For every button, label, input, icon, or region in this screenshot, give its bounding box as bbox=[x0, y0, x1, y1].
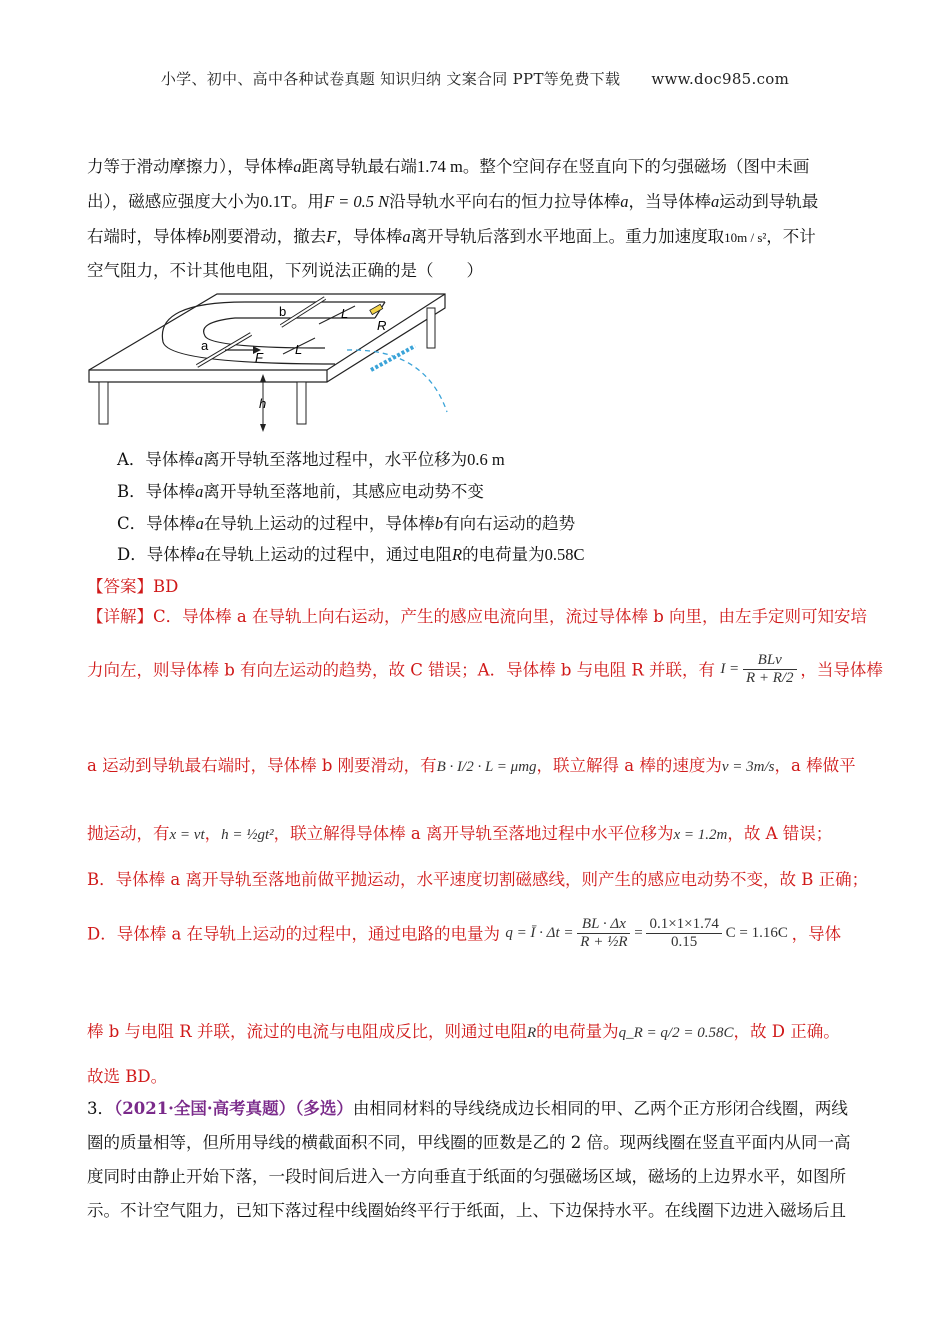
analysis-line-1: 【详解】C．导体棒 a 在导轨上向右运动，产生的感应电流向里，流过导体棒 b 向里，由左手定则可知安培 bbox=[87, 607, 868, 626]
formula-current: I = $\frac{\text{BLv}}{R + R/2}$ bbox=[720, 661, 800, 677]
label-L-top: L bbox=[341, 306, 349, 321]
formula-charge: q = Ī · Δt = $\frac{BL \cdot \Delta x}{\text{R + ½R}}$ = $\frac{0.1\times 1\times 1.74}{0.15}$ C = 1.16C bbox=[505, 916, 788, 950]
label-a: a bbox=[201, 338, 209, 353]
label-L-bottom: L bbox=[295, 342, 303, 357]
label-h: h bbox=[259, 396, 267, 411]
next-question-line-3: 度同时由静止开始下落，一段时间后进入一方向垂直于纸面的匀强磁场区域，磁场的上边界水平，如图所 bbox=[87, 1167, 846, 1186]
option-c[interactable]: C．导体棒a在导轨上运动的过程中，导体棒b有向右运动的趋势 bbox=[117, 514, 576, 533]
analysis-line-4: 抛运动，有x = vt，h = ½gt²，联立解得导体棒 a 离开导轨至落地过程中水平位移为x = 1.2m，故 A 错误； bbox=[87, 824, 833, 843]
question-line-2: 出），磁感应强度大小为0.1T。用F = 0.5 N沿导轨水平向右的恒力拉导体棒a，当导体棒a运动到导轨最 bbox=[87, 192, 819, 211]
label-b: b bbox=[279, 304, 287, 319]
analysis-line-2: 力向左，则导体棒 b 有向左运动的趋势，故 C 错误；A．导体棒 b 与电阻 R 并联，有 I = $\frac{\text{BLv}}{R + R/2}$ ，当导体棒 bbox=[87, 652, 883, 686]
analysis-line-3: a 运动到导轨最右端时，导体棒 b 刚要滑动，有B · I/2 · L = μmg，联立解得 a 棒的速度为v = 3m/s，a 棒做平 bbox=[87, 756, 856, 775]
header-site-text: 小学、初中、高中各种试卷真题 知识归纳 文案合同 PPT等免费下载 bbox=[160, 70, 621, 88]
next-question-line-2: 圈的质量相等，但所用导线的横截面积不同，甲线圈的匝数是乙的 2 倍。现两线圈在竖直平面内从同一高 bbox=[87, 1133, 851, 1152]
analysis-line-7: 棒 b 与电阻 R 并联，流过的电流与电阻成反比，则通过电阻R的电荷量为q_R = q/2 = 0.58C，故 D 正确。 bbox=[87, 1022, 840, 1041]
option-b[interactable]: B．导体棒a离开导轨至落地前，其感应电动势不变 bbox=[117, 482, 484, 501]
analysis-line-5: B．导体棒 a 离开导轨至落地前做平抛运动，水平速度切割磁感线，则产生的感应电动势不变，故 B 正确； bbox=[87, 870, 869, 889]
rail-diagram bbox=[85, 288, 455, 433]
page-header bbox=[0, 68, 950, 89]
question-line-1: 力等于滑动摩擦力），导体棒a距离导轨最右端1.74 m。整个空间存在竖直向下的匀强磁场（图中未画 bbox=[87, 157, 810, 176]
label-F: F bbox=[255, 350, 263, 365]
label-R: R bbox=[377, 318, 387, 333]
answer-line: 【答案】BD bbox=[87, 577, 179, 596]
option-a[interactable]: A．导体棒a离开导轨至落地过程中，水平位移为0.6 m bbox=[117, 450, 505, 469]
analysis-line-8: 故选 BD。 bbox=[87, 1067, 168, 1086]
next-question-line-1: 3．（2021·全国·高考真题）（多选）由相同材料的导线绕成边长相同的甲、乙两个正方形闭合线圈，两线 bbox=[87, 1099, 848, 1118]
question-line-4: 空气阻力，不计其他电阻，下列说法正确的是（ ） bbox=[87, 261, 483, 280]
question-line-3: 右端时，导体棒b刚要滑动，撤去F，导体棒a离开导轨后落到水平地面上。重力加速度取10m / s²，不计 bbox=[87, 227, 816, 246]
analysis-line-6: D．导体棒 a 在导轨上运动的过程中，通过电路的电量为 q = Ī · Δt = $\frac{BL \cdot \Delta x}{\text{R + ½R}}$ = $\frac{0.1\times 1\times 1.74}{0.15}$ C = 1.16C ，导体 bbox=[87, 916, 842, 950]
header-url[interactable]: www.doc985.com bbox=[651, 70, 790, 88]
next-question-line-4: 示。不计空气阻力，已知下落过程中线圈始终平行于纸面，上、下边保持水平。在线圈下边进入磁场后且 bbox=[87, 1201, 846, 1220]
option-d[interactable]: D．导体棒a在导轨上运动的过程中，通过电阻R的电荷量为0.58C bbox=[117, 545, 585, 564]
